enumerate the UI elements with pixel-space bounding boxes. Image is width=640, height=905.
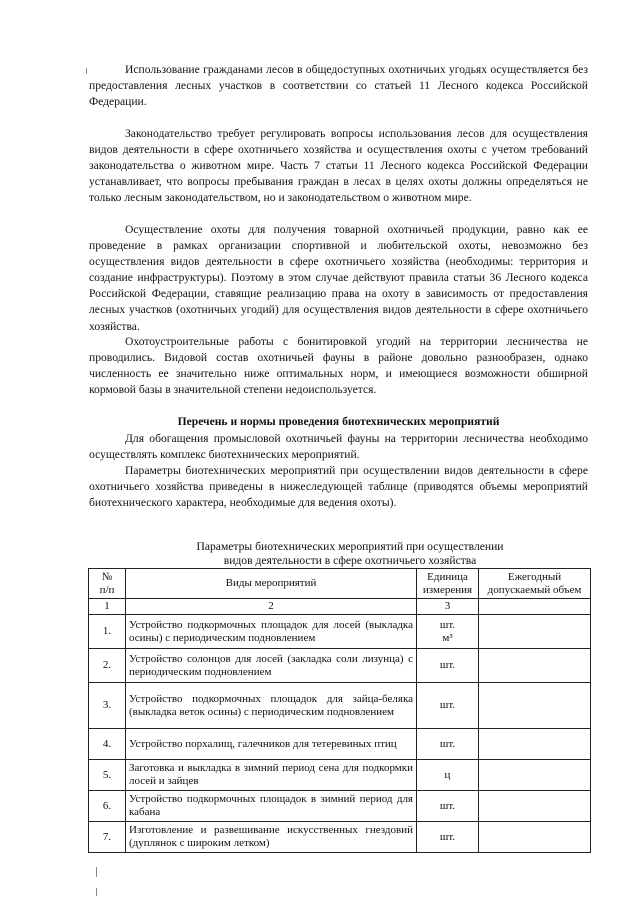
row-annual-volume [479, 760, 591, 791]
paragraph-legislation: Законодательство требует регулировать вопросы использования лесов для осуществления видов деятельности в сфере охотничьего хозяйства и осуществления охоты с учетом требований законодательства о животном мире. Часть 7 статьи 11 Лесного кодекса Российской Федерации устанавливает, что вопросы пребывания граждан в лесах в целях охоты должны определяться не только лесным законодательством, но и законодательством о животном мире. [89, 127, 588, 205]
table-caption-line1: Параметры биотехнических мероприятий при осуществлении [196, 540, 504, 553]
row-annual-volume [479, 683, 591, 729]
row-number: 6. [89, 791, 126, 822]
table-row [89, 822, 591, 853]
row-unit [417, 615, 479, 649]
table-row [89, 615, 591, 649]
paragraph-forest-use: Использование гражданами лесов в общедоступных охотничьих угодьях осуществляется без предоставления лесных участков в соответствии со статьей 11 Лесного кодекса Российской Федерации. [89, 63, 588, 109]
row-unit-line2: м³ [442, 631, 453, 644]
table-row [89, 729, 591, 760]
table-row [89, 791, 591, 822]
header-volume-line2: допускаемый объем [487, 583, 582, 596]
row-measure-name: Устройство порхалищ, галечников для тетеревиных птиц [126, 729, 417, 760]
header-number-line1: № [101, 570, 113, 583]
row-unit: ц [417, 760, 479, 791]
row-annual-volume [479, 649, 591, 683]
row-unit: шт. [417, 683, 479, 729]
row-measure-name: Устройство подкормочных площадок в зимний период для кабана [126, 791, 417, 822]
row-measure-name: Устройство подкормочных площадок для зайца-беляка (выкладка веток осины) с периодическим подновлением [126, 683, 417, 729]
table-row [89, 649, 591, 683]
row-number: 2. [89, 649, 126, 683]
row-number: 3. [89, 683, 126, 729]
row-measure-name: Заготовка и выкладка в зимний период сена для подкормки лосей и зайцев [126, 760, 417, 791]
header-unit-line2: измерения [422, 583, 473, 596]
column-number-4 [479, 599, 591, 615]
paragraph-biotech-intro: Для обогащения промысловой охотничьей фауны на территории лесничества необходимо осуществлять комплекс биотехнических мероприятий. [89, 432, 588, 462]
paragraph-hunting: Осуществление охоты для получения товарной охотничьей продукции, равно как ее проведение в рамках организации спортивной и любительской охоты, невозможно без осуществления видов деятельности в сфере охотничьего хозяйства (необходимы: территория и создание инфраструктуры). Поэтому в этом случае действуют правила статьи 36 Лесного кодекса Российской Федерации, ставящие реализацию права на охоту в зависимость от предоставления лесных участков (охотничьих угодий) для осуществления видов деятельности в сфере охотничьего хозяйства. [89, 223, 588, 333]
table-caption-line2: видов деятельности в сфере охотничьего хозяйства [223, 554, 477, 567]
section-heading: Перечень и нормы проведения биотехнических мероприятий [177, 415, 500, 428]
row-unit: шт. [417, 649, 479, 683]
table-column-numbers-row [89, 599, 591, 615]
row-number: 7. [89, 822, 126, 853]
row-unit: шт. [417, 729, 479, 760]
paragraph-survey: Охотоустроительные работы с бонитировкой угодий на территории лесничества не проводились. Видовой состав охотничьей фауны в районе довольно разнообразен, однако численность ее значительно ниже оптимальных норм, и имеющиеся возможности обширной кормовой базы в значительной степени недоиспользуется. [89, 335, 588, 397]
column-number-1: 1 [89, 599, 126, 615]
table-row [89, 760, 591, 791]
scan-mark [96, 888, 97, 896]
column-number-3: 3 [417, 599, 479, 615]
row-measure-name: Изготовление и развешивание искусственных гнездовий (дуплянок с широким летком) [126, 822, 417, 853]
row-number: 4. [89, 729, 126, 760]
table-header-row [89, 569, 591, 599]
header-annual-volume [479, 569, 591, 599]
header-unit-line1: Единица [427, 570, 468, 583]
header-number-line2: п/п [99, 583, 115, 596]
scan-mark [86, 68, 87, 74]
biotech-measures-table [88, 568, 591, 853]
scan-mark [96, 867, 97, 877]
row-annual-volume [479, 729, 591, 760]
paragraph-biotech-params: Параметры биотехнических мероприятий при осуществлении видов деятельности в сфере охотничьего хозяйства приведены в нижеследующей таблице (приводятся объемы мероприятий биотехнического характера, необходимые для ведения охоты). [89, 464, 588, 510]
header-unit [417, 569, 479, 599]
row-unit: шт. [417, 822, 479, 853]
row-number: 1. [89, 615, 126, 649]
row-annual-volume [479, 615, 591, 649]
column-number-2: 2 [126, 599, 417, 615]
header-volume-line1: Ежегодный [507, 570, 562, 583]
row-annual-volume [479, 822, 591, 853]
header-number [89, 569, 126, 599]
row-unit: шт. [417, 791, 479, 822]
row-number: 5. [89, 760, 126, 791]
header-measure-name: Виды мероприятий [126, 569, 417, 599]
row-annual-volume [479, 791, 591, 822]
row-measure-name: Устройство солонцов для лосей (закладка соли лизунца) с периодическим подновлением [126, 649, 417, 683]
row-measure-name: Устройство подкормочных площадок для лосей (выкладка осины) с периодическим подновлением [126, 615, 417, 649]
row-unit-line1: шт. [439, 618, 456, 631]
table-row [89, 683, 591, 729]
